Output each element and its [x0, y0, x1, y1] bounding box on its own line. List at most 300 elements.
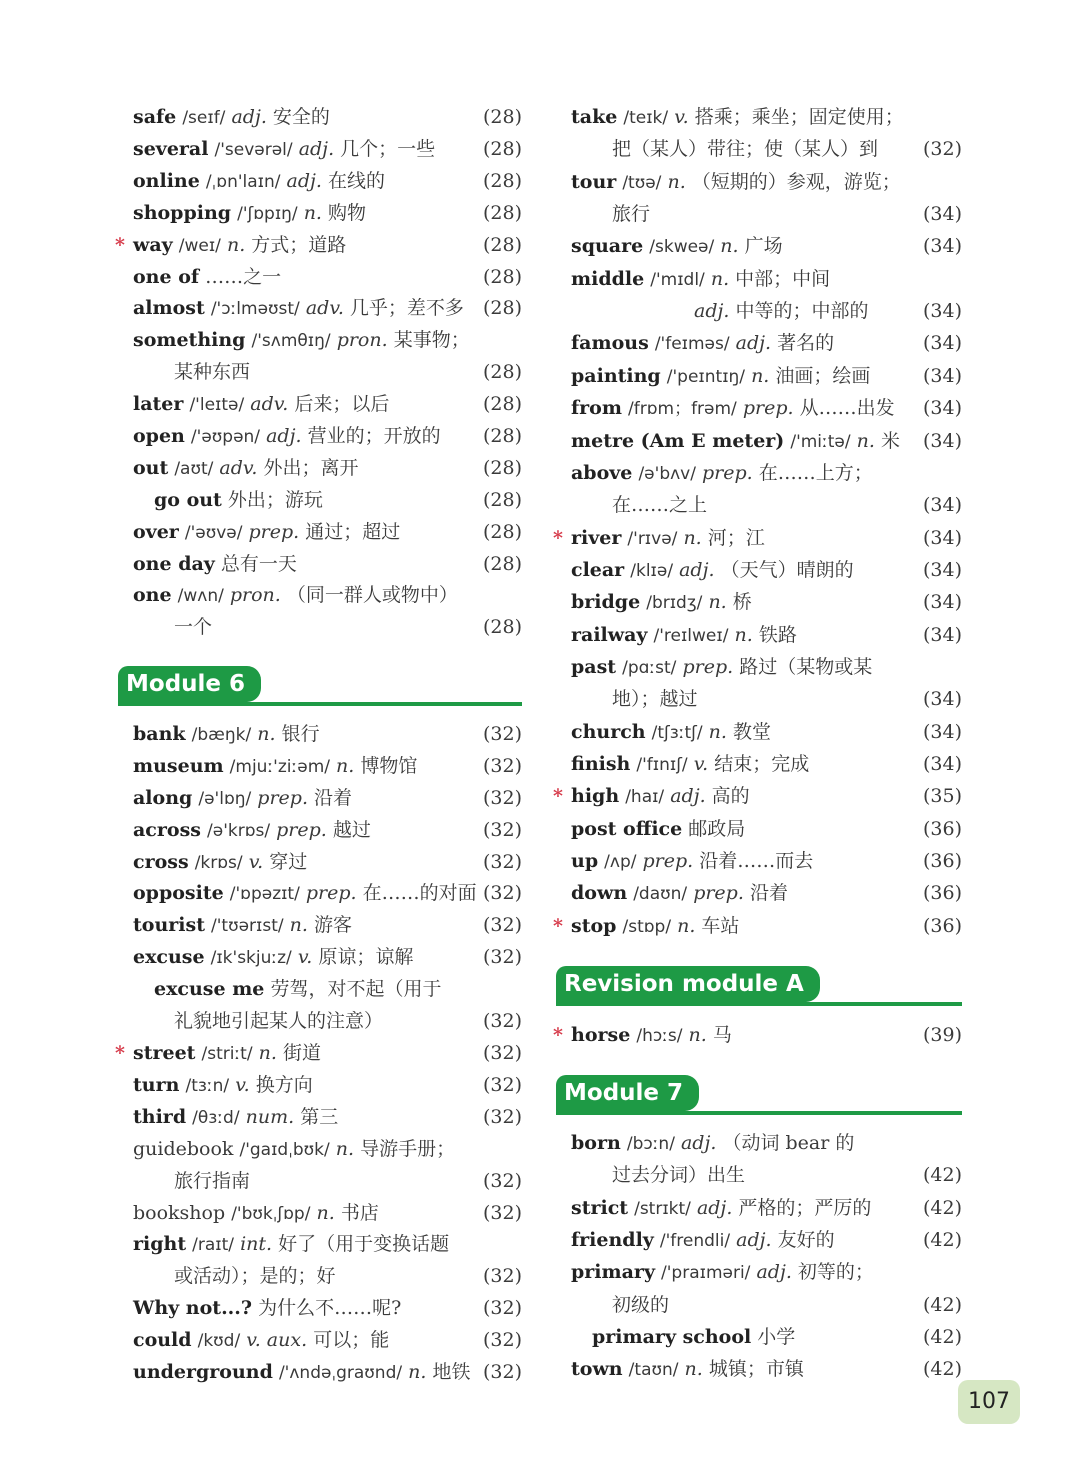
phonetic: /'miːtə/ [790, 432, 851, 452]
entry-text [571, 1192, 871, 1225]
phonetic: /'bʊkˌʃɒp/ [231, 1204, 311, 1224]
vocab-row [556, 101, 962, 133]
headword: shopping [133, 202, 232, 224]
vocab-row [118, 846, 522, 878]
part-of-speech: adj. [298, 138, 335, 160]
entry-text [612, 489, 707, 521]
headword: born [571, 1132, 621, 1154]
chinese-meaning: 通过；超过 [305, 521, 401, 543]
page-ref: (34) [922, 494, 962, 516]
entry-text [571, 392, 895, 425]
entry-text [174, 611, 212, 643]
entry-text [571, 1127, 854, 1160]
page-ref: (42) [922, 1326, 962, 1348]
page-ref: (32) [482, 1170, 522, 1192]
vocab-row [556, 1159, 962, 1191]
part-of-speech: n. [708, 721, 727, 743]
chinese-meaning: 中等的；中部的 [735, 300, 869, 322]
headword: take [571, 106, 618, 128]
phonetic: /'feɪməs/ [654, 334, 730, 354]
entry-text [571, 1256, 874, 1289]
vocab-row [556, 230, 962, 262]
phonetic: /'sʌmθɪŋ/ [251, 331, 331, 351]
phonetic: /teɪk/ [623, 108, 669, 128]
phonetic: /'əʊvə/ [184, 523, 243, 543]
headword: tour [571, 171, 617, 193]
headword: primary [571, 1261, 655, 1283]
vocab-row [556, 360, 962, 392]
section-heading [118, 666, 522, 706]
chinese-meaning: 搭乘；乘坐；固定使用； [694, 106, 904, 128]
vocab-row [556, 1321, 962, 1353]
vocab-row [556, 1192, 962, 1224]
part-of-speech: n. [708, 591, 727, 613]
chinese-meaning: 结束；完成 [714, 753, 810, 775]
star-mark: * [553, 527, 563, 549]
headword: tourist [133, 914, 205, 936]
page-ref: (36) [922, 818, 962, 840]
chinese-meaning: 沿着……而去 [699, 850, 814, 872]
section-heading [556, 966, 962, 1006]
entry-text [571, 327, 834, 360]
part-of-speech: n. [751, 365, 770, 387]
page-ref: (32) [482, 723, 522, 745]
phonetic: /aʊt/ [174, 459, 214, 479]
chinese-meaning: 后来；以后 [294, 393, 390, 415]
headword: bookshop [133, 1202, 226, 1224]
chinese-meaning: 车站 [701, 915, 740, 937]
headword: strict [571, 1197, 629, 1219]
part-of-speech: n. [677, 915, 696, 937]
page-ref: (34) [922, 235, 962, 257]
part-of-speech: adj. [680, 1132, 717, 1154]
entry-text [133, 1133, 455, 1166]
headword: right [133, 1233, 187, 1255]
entry-text [174, 1005, 383, 1037]
phonetic: /krɒs/ [194, 853, 243, 873]
phonetic: /'əʊpən/ [190, 427, 261, 447]
page-ref: (34) [922, 397, 962, 419]
chinese-meaning: ……之一 [205, 266, 282, 288]
part-of-speech: prep. [682, 656, 734, 678]
phonetic: /hɔːs/ [636, 1026, 683, 1046]
phonetic: /bɔːn/ [626, 1134, 675, 1154]
part-of-speech: prep. [257, 787, 308, 809]
vocab-row [118, 941, 522, 973]
vocab-row [556, 327, 962, 359]
vocab-row [118, 909, 522, 941]
entry-text [571, 522, 765, 555]
vocab-row [556, 166, 962, 198]
page-ref: (42) [922, 1229, 962, 1251]
headword: middle [571, 268, 645, 290]
entry-text [133, 420, 441, 453]
phonetic: /skweə/ [649, 237, 715, 257]
chinese-meaning: 某事物； [393, 329, 470, 351]
star-mark: * [553, 1024, 563, 1046]
vocab-row [553, 780, 962, 812]
part-of-speech: adv. [219, 457, 258, 479]
phonetic: /klɪə/ [630, 561, 674, 581]
vocab-row [556, 877, 962, 909]
entry-text [133, 165, 385, 198]
entry-text [612, 683, 698, 715]
page-ref: (34) [922, 332, 962, 354]
chinese-meaning: 中部；中间 [735, 268, 831, 290]
chinese-meaning: 越过 [332, 819, 371, 841]
part-of-speech: n. [257, 723, 276, 745]
entry-text [133, 516, 400, 549]
vocab-row [118, 1197, 522, 1229]
page-ref: (32) [482, 1265, 522, 1287]
vocab-row [118, 356, 522, 388]
vocab-row [556, 651, 962, 683]
phonetic: /'sevərəl/ [214, 140, 293, 160]
part-of-speech: pron. [229, 584, 281, 606]
entry-text [571, 716, 771, 749]
chinese-meaning: 地）；越过 [612, 688, 698, 710]
chinese-meaning: 一个 [174, 616, 213, 638]
entry-text [133, 1101, 338, 1134]
part-of-speech: v. aux. [246, 1329, 308, 1351]
vocab-row [556, 1256, 962, 1288]
page-ref: (42) [922, 1294, 962, 1316]
page-ref: (32) [482, 1297, 522, 1319]
part-of-speech: pron. [336, 329, 388, 351]
page-ref: (28) [482, 616, 522, 638]
headword: primary school [592, 1326, 752, 1348]
vocab-row [556, 619, 962, 651]
part-of-speech: n. [710, 268, 730, 290]
chinese-meaning: 在……上方； [758, 462, 873, 484]
chinese-meaning: 购物 [328, 202, 367, 224]
chinese-meaning: 高的 [711, 785, 750, 807]
part-of-speech: n. [684, 1358, 703, 1380]
part-of-speech: n. [258, 1042, 277, 1064]
headword: cross [133, 851, 189, 873]
part-of-speech: prep. [248, 521, 300, 543]
part-of-speech: n. [667, 171, 686, 193]
vocab-row [118, 973, 522, 1005]
chinese-meaning: 严格的；严厉的 [738, 1197, 872, 1219]
page-ref: (28) [482, 266, 522, 288]
vocab-row [556, 1353, 962, 1385]
entry-text [133, 292, 464, 325]
part-of-speech: prep. [693, 882, 744, 904]
chinese-meaning: 铁路 [758, 624, 797, 646]
page-ref: (34) [922, 624, 962, 646]
phonetic: /'leɪtə/ [189, 395, 245, 415]
phonetic: /ˌɒn'laɪn/ [205, 172, 281, 192]
part-of-speech: v. [674, 106, 689, 128]
page-ref: (28) [482, 234, 522, 256]
entry-text [174, 356, 250, 388]
headword: one [133, 584, 172, 606]
part-of-speech: adj. [694, 300, 730, 322]
chinese-meaning: 路过（某物或某 [739, 656, 873, 678]
vocab-row [118, 814, 522, 846]
phonetic: /tʊə/ [622, 173, 662, 193]
chinese-meaning: 游客 [313, 914, 352, 936]
vocab-row [118, 1165, 522, 1197]
headword: along [133, 787, 193, 809]
page-ref: (32) [482, 1202, 522, 1224]
vocab-row [118, 877, 522, 909]
chinese-meaning: 穿过 [269, 851, 308, 873]
headword: from [571, 397, 622, 419]
vocab-row [556, 554, 962, 586]
entry-text [133, 750, 417, 783]
phonetic: /'tʊərɪst/ [211, 916, 284, 936]
headword: one day [133, 553, 215, 575]
chinese-meaning: 在线的 [328, 170, 386, 192]
part-of-speech: n. [408, 1361, 427, 1383]
chinese-meaning: 教堂 [733, 721, 772, 743]
chinese-meaning: 在……之上 [612, 494, 708, 516]
vocab-row [118, 611, 522, 643]
phonetic: /raɪt/ [192, 1235, 235, 1255]
vocab-row [118, 324, 522, 356]
phonetic: /'ɔːlməʊst/ [210, 299, 300, 319]
headword: Why not...? [133, 1297, 253, 1319]
headword: square [571, 235, 644, 257]
entry-text [571, 1224, 835, 1257]
phonetic: /'ɒpəzɪt/ [229, 884, 300, 904]
page-ref: (34) [922, 559, 962, 581]
entry-text [612, 1289, 669, 1321]
phonetic: /'frendli/ [659, 1231, 731, 1251]
chinese-meaning: 外出；离开 [263, 457, 359, 479]
phonetic: /θɜːd/ [192, 1108, 240, 1128]
chinese-meaning: 好了（用于变换话题 [278, 1233, 450, 1255]
phonetic: /'rɪvə/ [627, 529, 678, 549]
phonetic: /mjuː'ziːəm/ [229, 757, 330, 777]
vocab-row [118, 261, 522, 293]
headword: underground [133, 1361, 273, 1383]
page-ref: (32) [482, 851, 522, 873]
chinese-meaning: 博物馆 [360, 755, 418, 777]
part-of-speech: prep. [305, 882, 357, 904]
headword: horse [571, 1024, 631, 1046]
vocab-row [118, 388, 522, 420]
phonetic: /haɪ/ [625, 787, 665, 807]
phonetic: /'ʃɒpɪŋ/ [237, 204, 298, 224]
page-ref: (34) [922, 430, 962, 452]
vocab-row [118, 165, 522, 197]
entry-text [612, 198, 650, 230]
phonetic: /ə'bʌv/ [638, 464, 696, 484]
page-ref: (34) [922, 688, 962, 710]
vocab-row [556, 425, 962, 457]
phonetic: /'fɪnɪʃ/ [636, 755, 688, 775]
entry-text [592, 1321, 795, 1353]
part-of-speech: n. [688, 1024, 707, 1046]
chinese-meaning: 沿着 [749, 882, 788, 904]
part-of-speech: n. [335, 1138, 355, 1160]
vocab-row [553, 1019, 962, 1051]
entry-text [571, 813, 745, 845]
chinese-meaning: 营业的；开放的 [307, 425, 441, 447]
section-title: Module 7 [556, 1075, 699, 1111]
chinese-meaning: 旅行 [612, 203, 651, 225]
star-mark: * [115, 1042, 125, 1064]
page-ref: (28) [482, 457, 522, 479]
phonetic: /ʌp/ [604, 852, 637, 872]
chinese-meaning: 在……的对面 [362, 882, 477, 904]
page-ref: (34) [922, 300, 962, 322]
headword: out [133, 457, 169, 479]
part-of-speech: v. [297, 946, 313, 968]
entry-text [571, 166, 901, 199]
phonetic: /'peɪntɪŋ/ [666, 367, 746, 387]
page-ref: (28) [482, 393, 522, 415]
chinese-meaning: 安全的 [272, 106, 330, 128]
phonetic: /'mɪdl/ [650, 270, 705, 290]
part-of-speech: adj. [670, 785, 706, 807]
section-title: Revision module A [556, 966, 820, 1002]
entry-text [571, 1353, 804, 1386]
headword: down [571, 882, 628, 904]
vocab-row [118, 484, 522, 516]
page-ref: (28) [482, 297, 522, 319]
phonetic: /tɜːn/ [185, 1076, 230, 1096]
chinese-meaning: 第三 [300, 1106, 339, 1128]
headword: above [571, 462, 633, 484]
part-of-speech: n. [336, 755, 355, 777]
section-rule [118, 702, 522, 706]
chinese-meaning: 几乎；差不多 [349, 297, 464, 319]
entry-text [133, 1037, 321, 1070]
entry-text [571, 230, 783, 263]
entry-text [154, 973, 441, 1005]
chinese-meaning: 过去分词）出生 [612, 1164, 746, 1186]
vocab-row [118, 548, 522, 580]
headword: river [571, 527, 622, 549]
vocab-row [556, 489, 962, 521]
page-ref: (32) [482, 755, 522, 777]
entry-text [133, 388, 389, 421]
headword: bridge [571, 591, 641, 613]
entry-text [571, 360, 870, 393]
headword: stop [571, 915, 617, 937]
phonetic: /'praɪməri/ [661, 1263, 751, 1283]
vocab-row [115, 229, 522, 261]
entry-text [612, 133, 878, 165]
part-of-speech: num. [245, 1106, 295, 1128]
headword: several [133, 138, 209, 160]
chinese-meaning: 某种东西 [174, 361, 251, 383]
page-ref: (32) [482, 1010, 522, 1032]
section-title: Module 6 [118, 666, 261, 702]
entry-text [133, 1228, 449, 1261]
page-ref: (36) [922, 882, 962, 904]
headword: past [571, 656, 617, 678]
chinese-meaning: 米 [880, 430, 900, 452]
vocab-row [118, 197, 522, 229]
headword: go out [154, 489, 222, 511]
vocab-row [118, 1133, 522, 1165]
page-ref: (35) [922, 785, 962, 807]
phonetic: /taʊn/ [628, 1360, 679, 1380]
entry-text [571, 586, 752, 619]
chinese-meaning: 河；江 [707, 527, 765, 549]
page-ref: (28) [482, 361, 522, 383]
entry-text [133, 197, 366, 230]
chinese-meaning: 广场 [744, 235, 783, 257]
headword: opposite [133, 882, 224, 904]
chinese-meaning: 外出；游玩 [227, 489, 323, 511]
entry-text [133, 1292, 401, 1324]
headword: later [133, 393, 184, 415]
chinese-meaning: 总有一天 [220, 553, 297, 575]
part-of-speech: adj. [266, 425, 302, 447]
entry-text [133, 941, 413, 974]
part-of-speech: prep. [276, 819, 327, 841]
headword: town [571, 1358, 623, 1380]
star-mark: * [553, 785, 563, 807]
entry-text [133, 229, 346, 262]
chinese-meaning: 礼貌地引起某人的注意） [174, 1010, 384, 1032]
headword: over [133, 521, 179, 543]
chinese-meaning: 换方向 [255, 1074, 313, 1096]
chinese-meaning: 邮政局 [688, 818, 746, 840]
vocab-row [556, 198, 962, 230]
part-of-speech: adj. [735, 332, 772, 354]
vocab-row [556, 716, 962, 748]
chinese-meaning: 地铁 [432, 1361, 471, 1383]
page-ref: (34) [922, 753, 962, 775]
vocab-row [556, 683, 962, 715]
phonetic: /seɪf/ [182, 108, 226, 128]
page-ref: (28) [482, 553, 522, 575]
chinese-meaning: 从……出发 [799, 397, 895, 419]
headword: bank [133, 723, 186, 745]
phonetic: /kʊd/ [197, 1331, 241, 1351]
part-of-speech: adj. [286, 170, 322, 192]
part-of-speech: v. [235, 1074, 250, 1096]
vocab-row [118, 1324, 522, 1356]
page-ref: (32) [482, 946, 522, 968]
phonetic: /'reɪlweɪ/ [653, 626, 729, 646]
star-mark: * [553, 915, 563, 937]
chinese-meaning: 初级的 [612, 1294, 670, 1316]
vocab-row [118, 579, 522, 611]
part-of-speech: v. [248, 851, 264, 873]
part-of-speech: adv. [305, 297, 344, 319]
page-ref: (28) [482, 489, 522, 511]
vocab-row [118, 101, 522, 133]
entry-text [571, 1019, 732, 1052]
chinese-meaning: 方式；道路 [251, 234, 347, 256]
entry-text [174, 1165, 250, 1197]
entry-text [571, 263, 830, 296]
entry-text [571, 101, 904, 134]
entry-text [133, 548, 297, 580]
page-ref: (32) [482, 787, 522, 809]
headword: online [133, 170, 200, 192]
entry-text [133, 133, 435, 166]
headword: street [133, 1042, 196, 1064]
vocab-row [118, 782, 522, 814]
page-ref: (32) [482, 1074, 522, 1096]
entry-text [694, 295, 868, 327]
page-ref: (42) [922, 1358, 962, 1380]
phonetic: /pɑːst/ [622, 658, 677, 678]
vocab-row [553, 910, 962, 942]
phonetic: /wʌn/ [177, 586, 224, 606]
entry-text [133, 324, 470, 357]
headword: could [133, 1329, 192, 1351]
